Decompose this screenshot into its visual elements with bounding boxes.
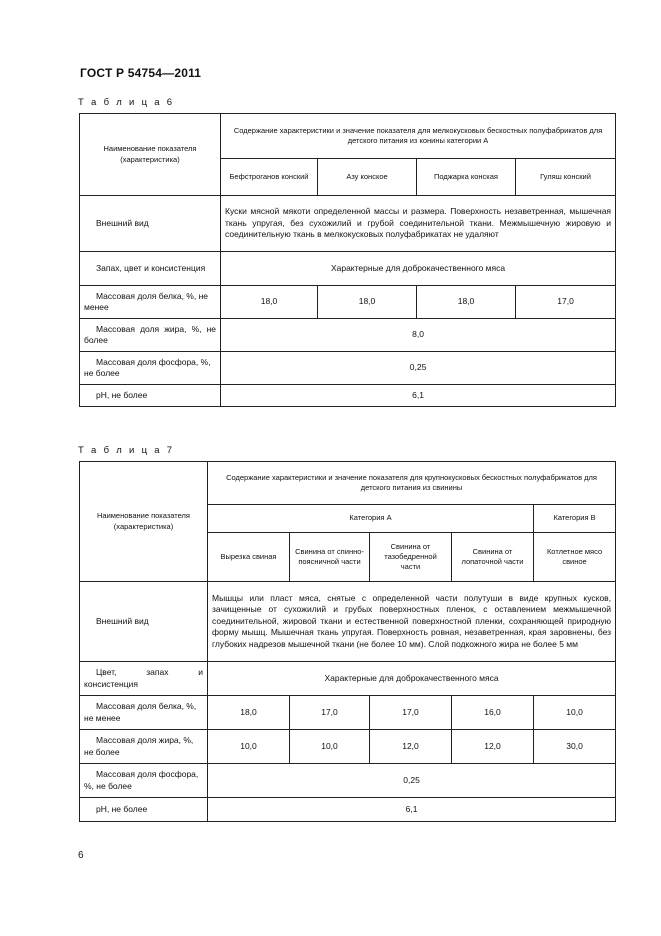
protein-value: 18,0 (318, 286, 417, 319)
table6-caption: Т а б л и ц а 6 (78, 97, 175, 108)
table6-product: Поджарка конская (417, 159, 516, 196)
row-label-appearance: Внешний вид (80, 196, 221, 252)
row-label-protein: Массовая доля белка, %, не менее (80, 286, 221, 319)
table7-product: Свинина от спинно-поясничной части (290, 533, 370, 582)
category-a-header: Категория А (208, 505, 534, 533)
protein-value: 16,0 (452, 696, 534, 730)
table7-column-header: Наименование показателя (характеристика) (80, 462, 208, 582)
table7 (79, 461, 616, 822)
fat-value: 10,0 (290, 730, 370, 764)
protein-value: 17,0 (290, 696, 370, 730)
color-value: Характерные для доброкачественного мяса (208, 662, 616, 696)
table7-product: Свинина от лопаточной части (452, 533, 534, 582)
protein-value: 18,0 (221, 286, 318, 319)
appearance-value: Куски мясной мякоти определенной массы и размера. Поверхность незаветренная, мышечная ткань упругая, без сухожилий и грубой соединительной ткани. Межмышечную жировую и соединительную ткань в мелкокусковых полуфабрикатах не удаляют (221, 196, 616, 252)
phosphorus-value: 0,25 (221, 352, 616, 385)
fat-value: 12,0 (370, 730, 452, 764)
row-label-protein: Массовая доля белка, %, не менее (80, 696, 208, 730)
row-label-color: Цвет, запах и консистенция (80, 662, 208, 696)
table7-product: Свинина от тазобедренной части (370, 533, 452, 582)
protein-value: 18,0 (208, 696, 290, 730)
smell-value: Характерные для доброкачественного мяса (221, 252, 616, 286)
fat-value: 30,0 (534, 730, 616, 764)
ph-value: 6,1 (221, 385, 616, 407)
row-label-smell: Запах, цвет и консистенция (80, 252, 221, 286)
fat-value: 8,0 (221, 319, 616, 352)
page-number: 6 (78, 850, 84, 861)
document-code: ГОСТ Р 54754—2011 (80, 66, 202, 80)
row-label-ph: pH, не более (80, 798, 208, 822)
category-b-header: Категория В (534, 505, 616, 533)
phosphorus-value: 0,25 (208, 764, 616, 798)
table6-product: Азу конское (318, 159, 417, 196)
ph-value: 6,1 (208, 798, 616, 822)
table6 (79, 113, 616, 407)
row-label-ph: pH, не более (80, 385, 221, 407)
table6-group-header: Содержание характеристики и значение показателя для мелкокусковых бескостных полуфабрикатов для детского питания из конины категории А (221, 114, 616, 159)
table7-product: Вырезка свиная (208, 533, 290, 582)
row-label-phosphorus: Массовая доля фосфора, %, не более (80, 764, 208, 798)
table6-product: Бефстроганов конский (221, 159, 318, 196)
protein-value: 18,0 (417, 286, 516, 319)
protein-value: 10,0 (534, 696, 616, 730)
fat-value: 12,0 (452, 730, 534, 764)
table7-caption: Т а б л и ц а 7 (78, 445, 175, 456)
row-label-phosphorus: Массовая доля фосфора, %, не более (80, 352, 221, 385)
row-label-fat: Массовая доля жира, %, не более (80, 730, 208, 764)
table7-group-header: Содержание характеристики и значение показателя для крупнокусковых бескостных полуфабрикатов для детского питания из свинины (208, 462, 616, 505)
table7-product: Котлетное мясо свиное (534, 533, 616, 582)
fat-value: 10,0 (208, 730, 290, 764)
table6-column-header: Наименование показателя (характеристика) (80, 114, 221, 196)
appearance-value: Мышцы или пласт мяса, снятые с определенной части полутуши в виде крупных кусков, зачищенные от сухожилий и грубых поверхностных пленок, с оставлением межмышечной соединительной, жировой ткани и естественной поверхностной пленки, сохраняющей природную форму мышц. Мышечная ткань упругая. Поверхность ровная, незаветренная, края заровнены, без глубоких надрезов мышечной ткани (не более 10 мм). Слой подкожного жира не более 5 мм (208, 582, 616, 662)
protein-value: 17,0 (516, 286, 616, 319)
row-label-appearance: Внешний вид (80, 582, 208, 662)
protein-value: 17,0 (370, 696, 452, 730)
row-label-fat: Массовая доля жира, %, не более (80, 319, 221, 352)
table6-product: Гуляш конский (516, 159, 616, 196)
